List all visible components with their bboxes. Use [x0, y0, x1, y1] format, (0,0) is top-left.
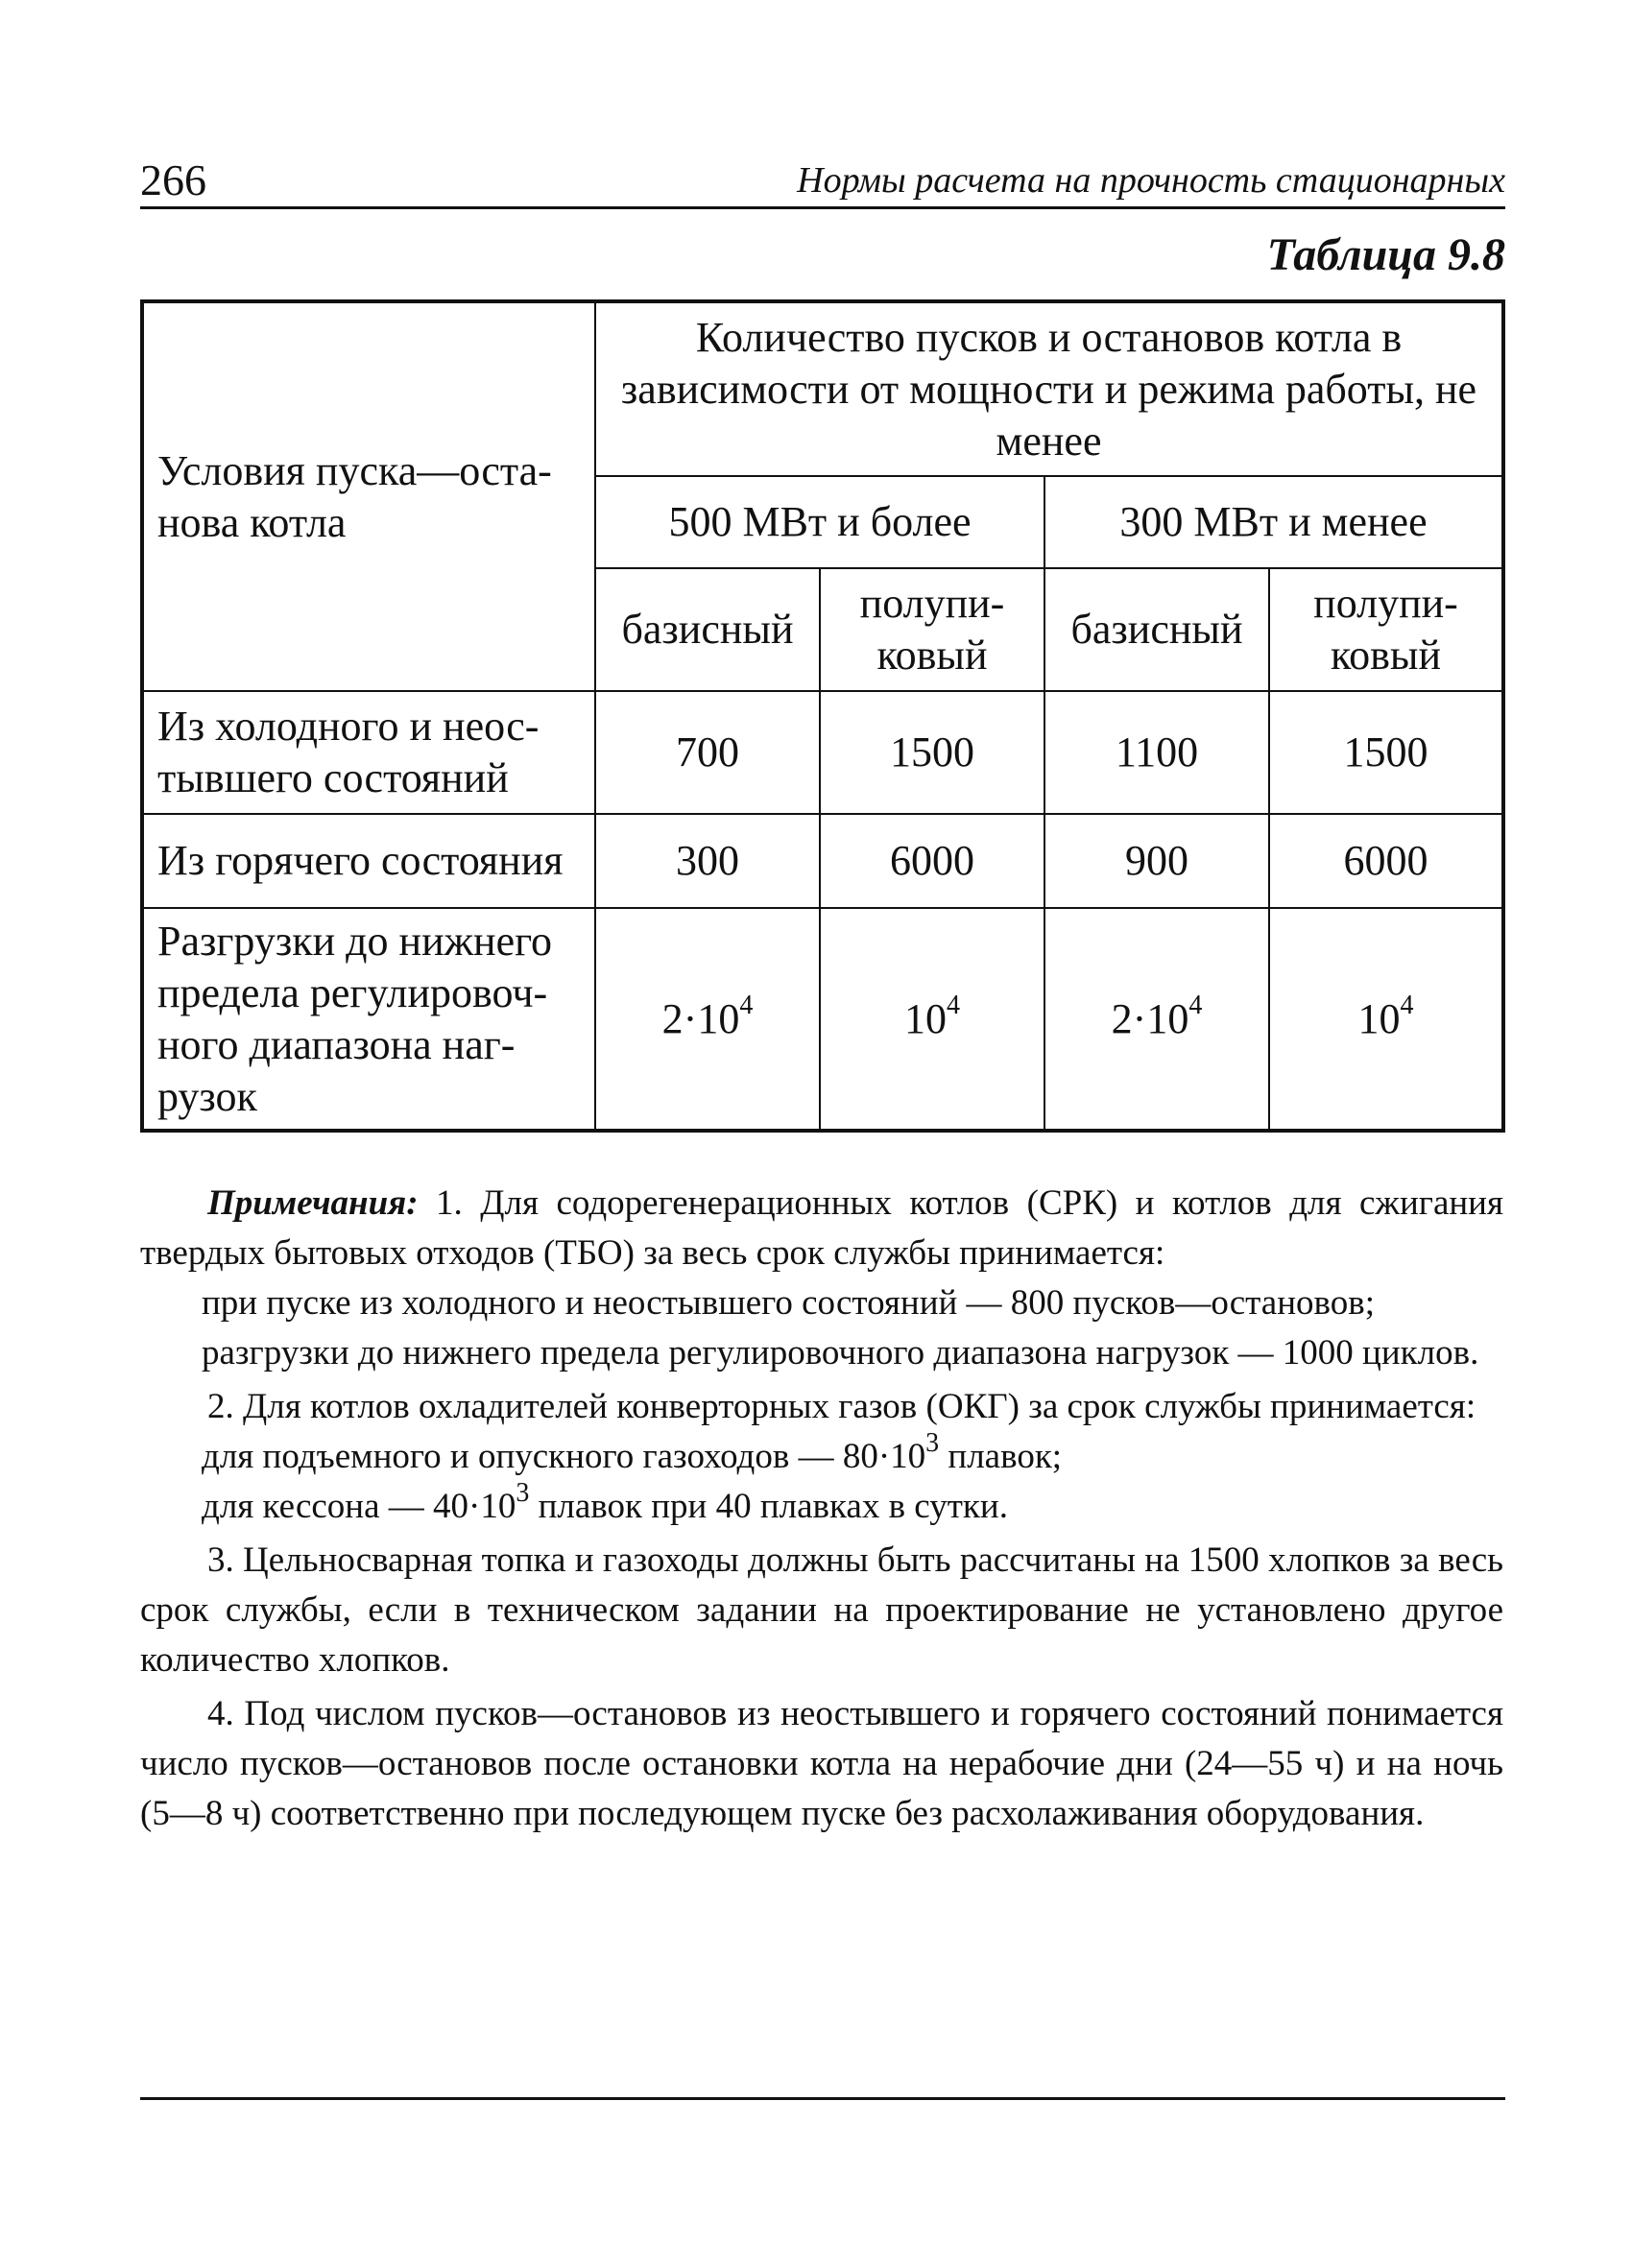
note-1-text: 1. Для содорегенерационных котлов (СРК) и котлов для сжигания твердых бытовых отходов (ТБО) за весь срок службы принимается:	[140, 1183, 1504, 1273]
row-label: Разгрузки до нижнего предела регулировоч-ного диапазона наг-рузок	[142, 908, 595, 1131]
data-table	[140, 299, 1505, 1133]
cell-base: 2·10	[661, 994, 740, 1042]
table-cell: 700	[595, 691, 820, 814]
table-header-row	[142, 301, 1503, 476]
power-500-header: 500 МВт и более	[595, 476, 1044, 568]
row-label: Из холодного и неос-тывшего состояний	[142, 691, 595, 814]
mode-base-header: базисный	[595, 568, 820, 691]
table-cell: 6000	[1269, 814, 1503, 908]
table-cell: 1500	[1269, 691, 1503, 814]
table-cell: 900	[1044, 814, 1269, 908]
note-2a-text: для подъемного и опускного газоходов — 80·10	[202, 1437, 926, 1476]
cell-exponent: 4	[739, 990, 754, 1020]
note-1-item-a: при пуске из холодного и неостывшего состояний — 800 пусков—остановов;	[202, 1283, 1375, 1323]
table-cell: 1500	[820, 691, 1044, 814]
table-cell	[595, 908, 820, 1131]
note-2b-tail: плавок при 40 плавках в сутки.	[529, 1487, 1008, 1526]
note-4: 4. Под числом пусков—остановов из неостывшего и горячего состояний понимается число пусков—остановов после остановки котла на нерабочие дни (24—55 ч) и на ночь (5—8 ч) соответственно при последующем пуске без расхолаживания оборудования.	[140, 1694, 1503, 1833]
table-cell	[1269, 908, 1503, 1131]
table-cell	[1044, 908, 1269, 1131]
table-caption: Таблица 9.8	[1266, 229, 1505, 280]
note-2-item-a	[140, 1427, 1503, 1482]
table-cell: 300	[595, 814, 820, 908]
mode-semipeak-header: полупи-ковый	[1269, 568, 1503, 691]
table-row	[142, 908, 1503, 1131]
group-header: Количество пусков и остановов котла в зависимости от мощности и режима работы, не менее	[595, 301, 1503, 476]
cell-exponent: 4	[1400, 990, 1414, 1020]
page-number: 266	[140, 155, 206, 204]
note-2a-exponent: 3	[925, 1427, 940, 1458]
cell-base: 10	[904, 994, 947, 1042]
power-300-header: 300 МВт и менее	[1044, 476, 1503, 568]
cell-base: 2·10	[1111, 994, 1189, 1042]
note-1-item-b: разгрузки до нижнего предела регулировочного диапазона нагрузок — 1000 циклов.	[202, 1333, 1479, 1373]
note-2b-text: для кессона — 40·10	[202, 1487, 516, 1526]
notes-label: Примечания:	[207, 1183, 419, 1223]
table-cell: 6000	[820, 814, 1044, 908]
cell-exponent: 4	[947, 990, 960, 1020]
note-2: 2. Для котлов охладителей конверторных газов (ОКГ) за срок службы принимается:	[207, 1387, 1476, 1426]
note-2-item-b	[140, 1477, 1503, 1532]
table-cell: 1100	[1044, 691, 1269, 814]
cell-exponent: 4	[1188, 990, 1203, 1020]
mode-base-header: базисный	[1044, 568, 1269, 691]
note-1	[140, 1179, 1503, 1278]
notes-section	[140, 1179, 1503, 1839]
note-2a-tail: плавок;	[939, 1437, 1063, 1476]
table-row	[142, 691, 1503, 814]
conditions-header: Условия пуска—оста-нова котла	[142, 301, 595, 691]
mode-semipeak-header: полупи-ковый	[820, 568, 1044, 691]
row-label: Из горячего состояния	[142, 814, 595, 908]
table-row	[142, 814, 1503, 908]
cell-base: 10	[1357, 994, 1401, 1042]
footer-rule	[140, 2097, 1505, 2100]
table-cell	[820, 908, 1044, 1131]
note-3: 3. Цельносварная топка и газоходы должны быть рассчитаны на 1500 хлопков за весь срок службы, если в техническом задании на проектирование не установлено другое количество хлопков.	[140, 1540, 1503, 1680]
note-2b-exponent: 3	[516, 1477, 530, 1508]
running-title: Нормы расчета на прочность стационарных	[797, 160, 1505, 201]
header-rule	[140, 206, 1505, 209]
